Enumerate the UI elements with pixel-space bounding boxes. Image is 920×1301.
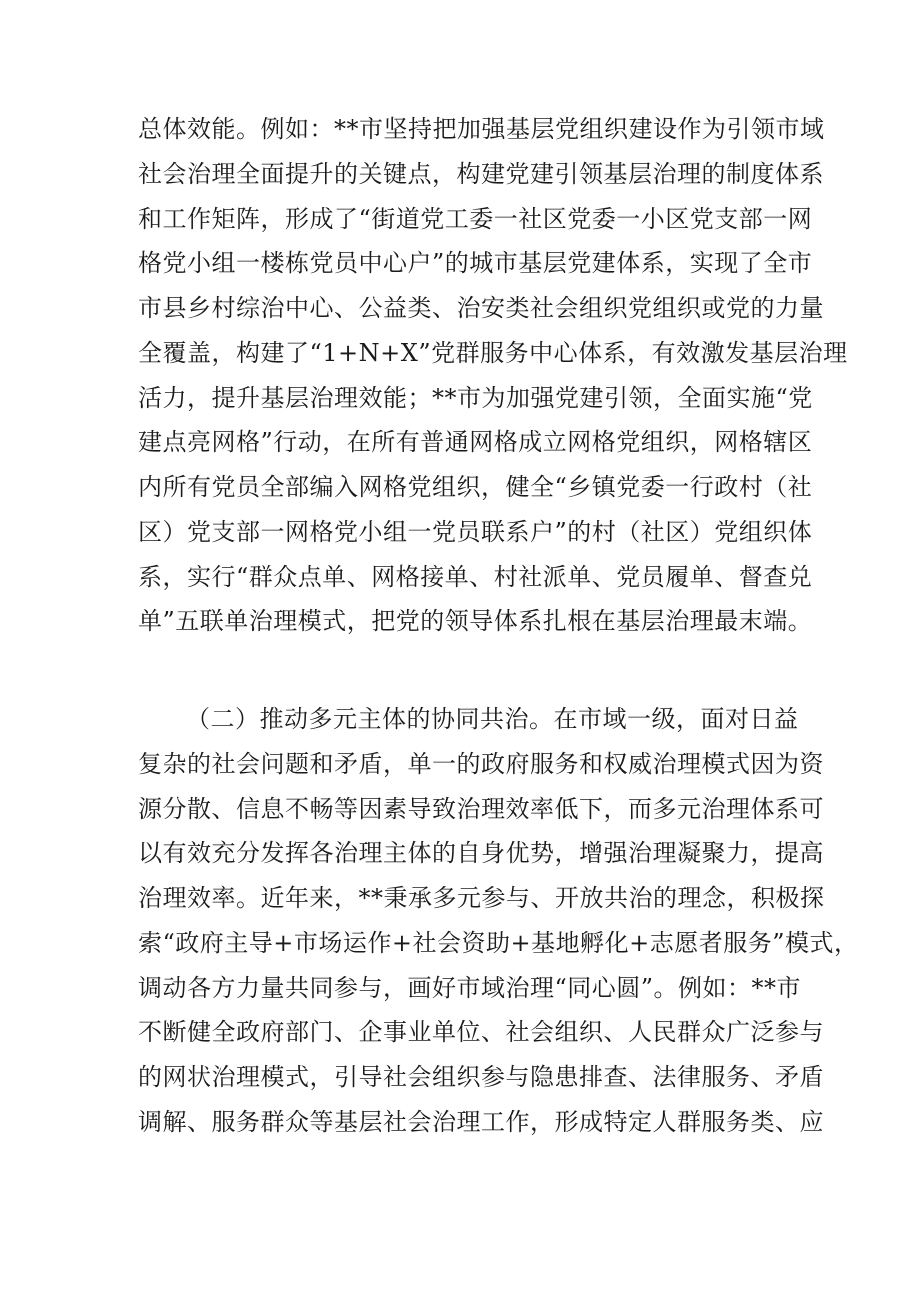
- text-line: 社会治理全面提升的关键点，构建党建引领基层治理的制度体系: [138, 159, 824, 188]
- text-line: 调解、服务群众等基层社会治理工作，形成特定人群服务类、应: [138, 1107, 824, 1136]
- text-line: 总体效能。例如：**市坚持把加强基层党组织建设作为引领市域: [138, 115, 825, 143]
- text-line: 活力，提升基层治理效能；**市为加强党建引领，全面实施“党: [138, 383, 813, 412]
- text-line: 区）党支部一网格党小组一党员联系户”的村（社区）党组织体: [138, 517, 813, 546]
- text-line: 和工作矩阵，形成了“街道党工委一社区党委一小区党支部一网: [138, 204, 813, 233]
- text-line: 系，实行“群众点单、网格接单、村社派单、党员履单、督查兑: [138, 562, 813, 591]
- paragraph-2: [138, 697, 859, 1145]
- text-line: 索“政府主导+市场运作+社会资助+基地孵化+志愿者服务”模式，: [138, 928, 859, 957]
- paragraph-1: [138, 107, 848, 644]
- text-line: 复杂的社会问题和矛盾，单一的政府服务和权威治理模式因为资: [138, 749, 824, 778]
- text-line: 调动各方力量共同参与，画好市域治理“同心圆”。例如：**市: [138, 973, 802, 1002]
- text-line: 单”五联单治理模式，把党的领导体系扎根在基层治理最末端。: [138, 607, 813, 636]
- text-line: 建点亮网格”行动，在所有普通网格成立网格党组织，网格辖区: [138, 428, 813, 457]
- text-line: 内所有党员全部编入网格党组织，健全“乡镇党委一行政村（社: [138, 473, 813, 501]
- text-line: 治理效率。近年来，**秉承多元参与、开放共治的理念，积极探: [138, 884, 825, 912]
- text-line: 格党小组一楼栋党员中心户”的城市基层党建体系，实现了全市: [138, 249, 813, 278]
- text-line: 以有效充分发挥各治理主体的自身优势，增强治理凝聚力，提高: [138, 839, 824, 868]
- text-line: 源分散、信息不畅等因素导致治理效率低下，而多元治理体系可: [138, 794, 824, 823]
- text-line: 全覆盖，构建了“1+N+X”党群服务中心体系，有效激发基层治理: [138, 338, 848, 367]
- text-line: 的网状治理模式，引导社会组织参与隐患排查、法律服务、矛盾: [138, 1063, 824, 1091]
- section-heading-line: （二）推动多元主体的协同共治。在市域一级，面对日益: [186, 705, 799, 733]
- text-line: 不断健全政府部门、企事业单位、社会组织、人民群众广泛参与: [138, 1018, 824, 1047]
- text-line: 市县乡村综治中心、公益类、治安类社会组织党组织或党的力量: [138, 294, 824, 322]
